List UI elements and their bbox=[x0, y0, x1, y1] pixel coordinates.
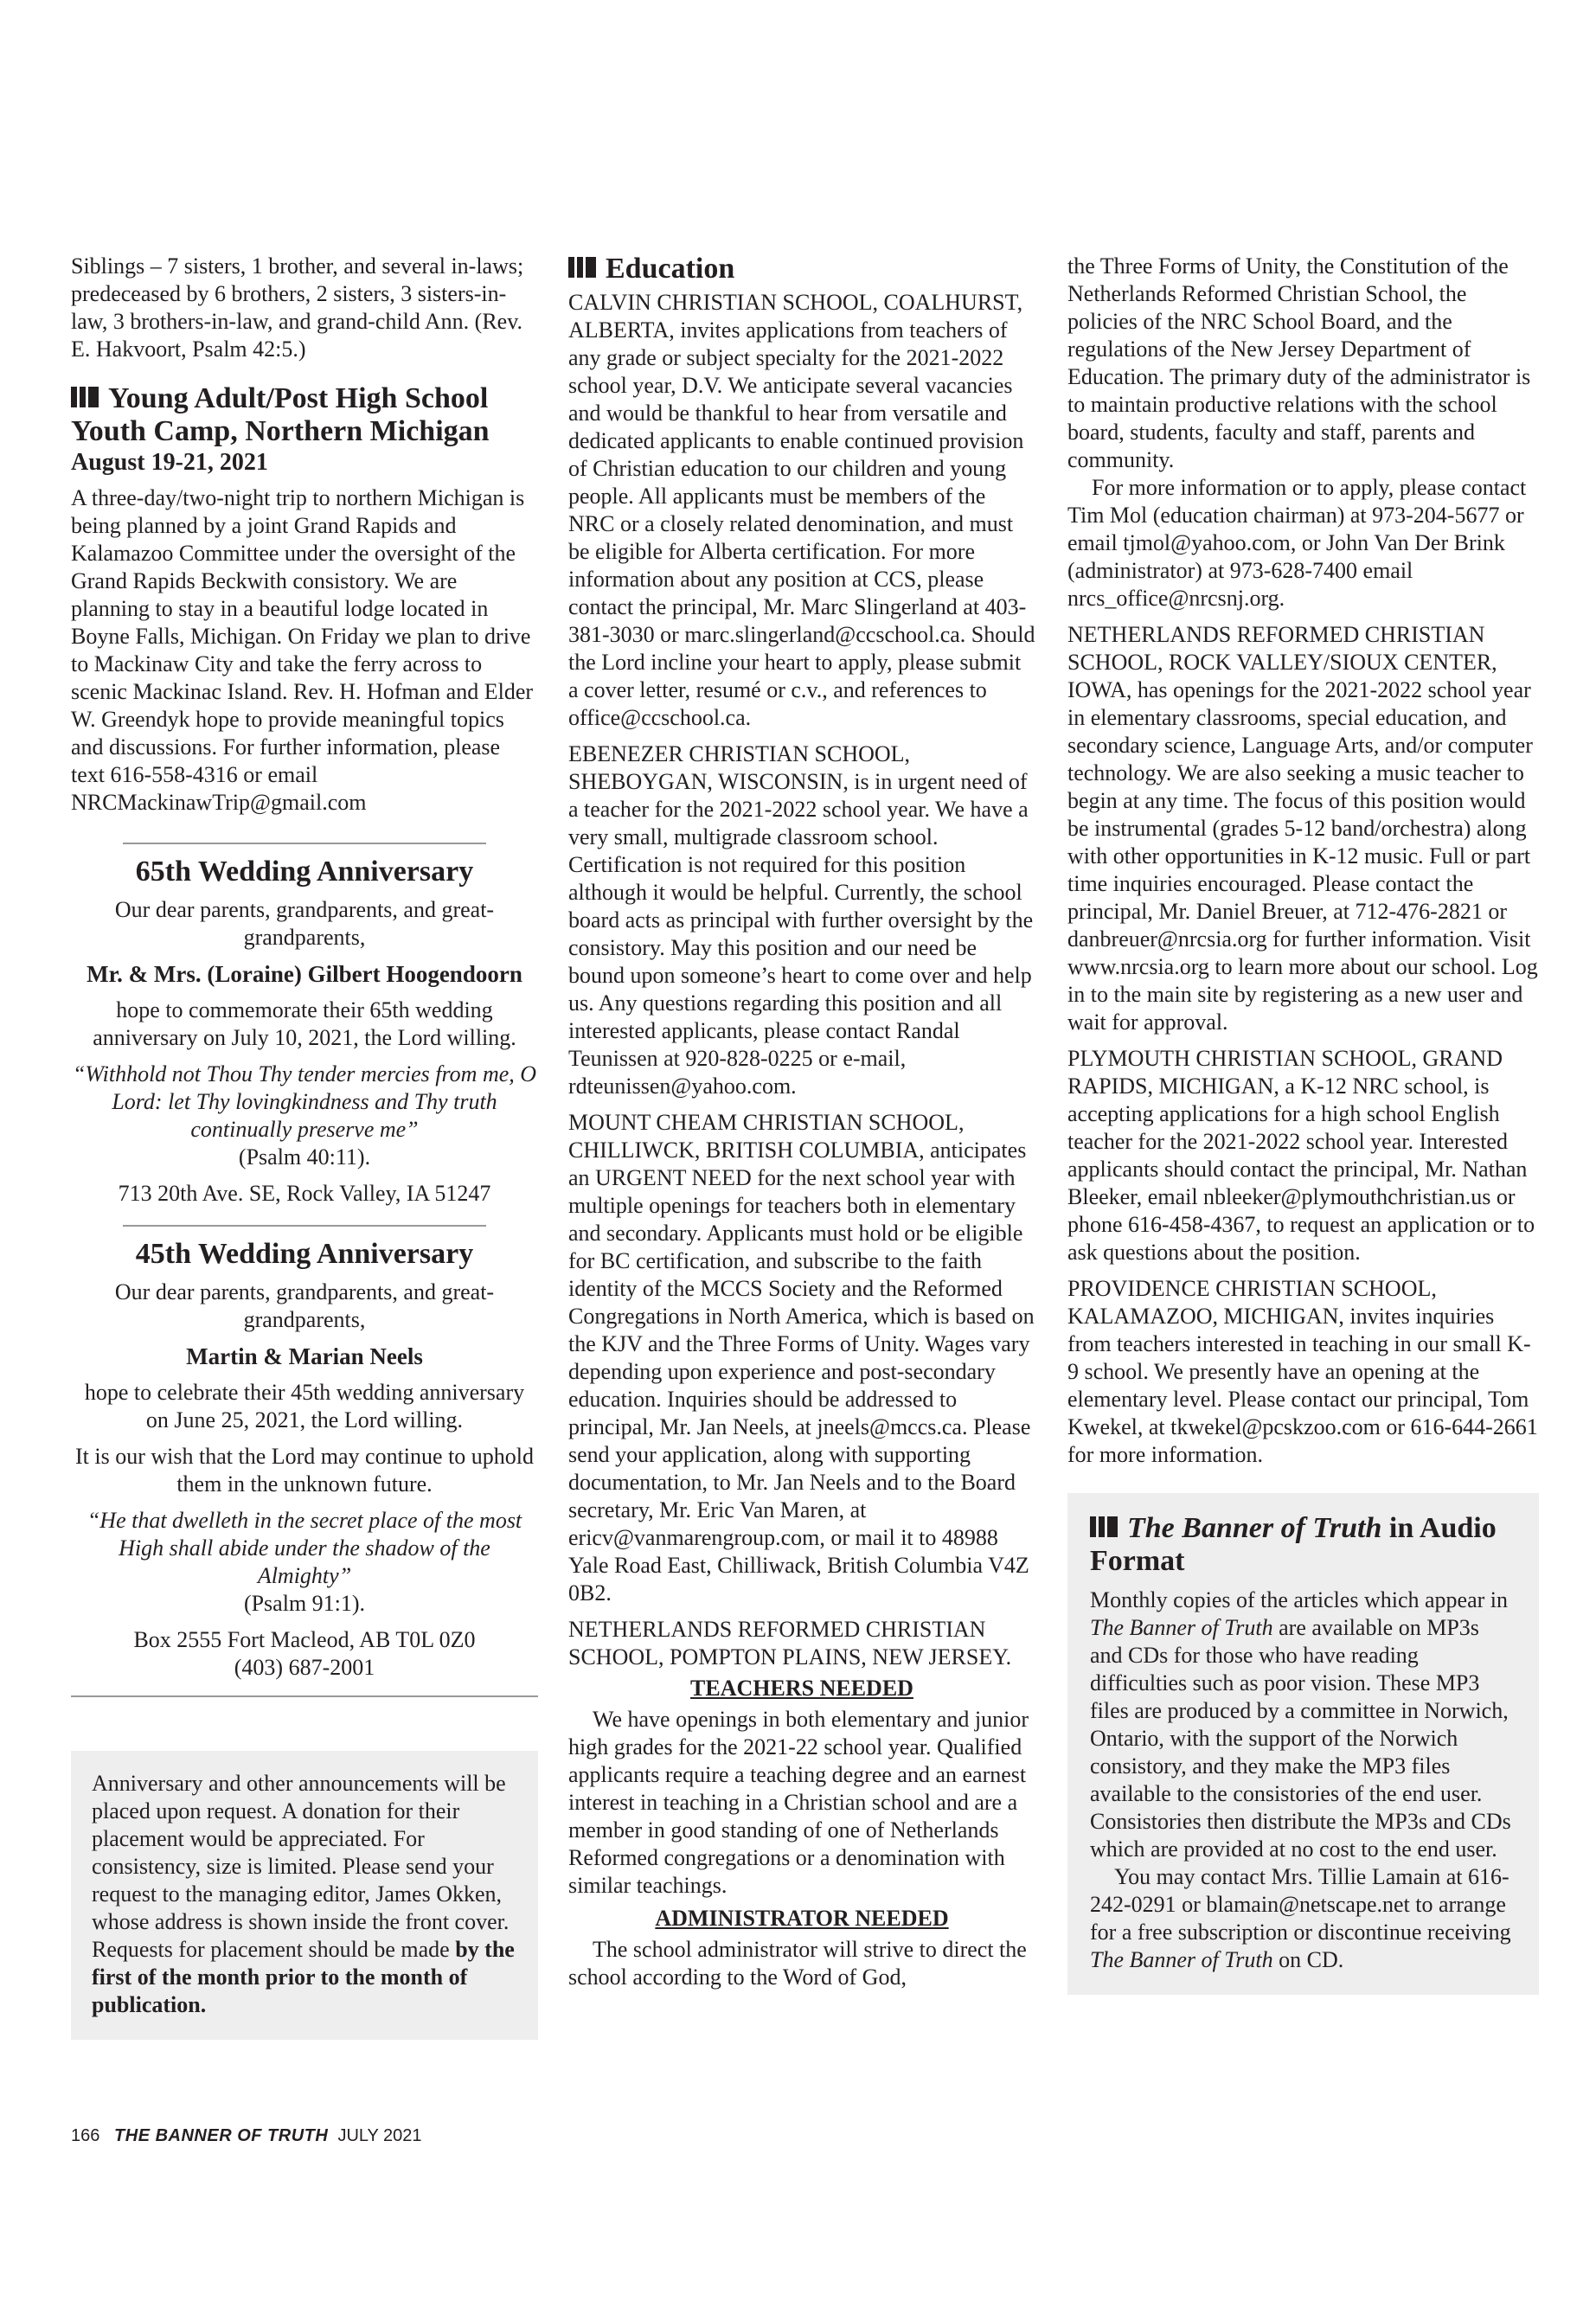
camp-body: A three-day/two-night trip to northern Michigan is being planned by a joint Grand Rapids and Kalamazoo Committee under the oversight of the Grand Rapids Beckwith consistory. We are planning to stay in a beautiful lodge located in Boyne Falls, Michigan. On Friday we plan to drive to Mackinaw City and take the ferry across to scenic Mackinac Island. Rev. H. Hofman and Elder W. Greendyk hope to provide meaningful topics and discussions. For further information, please text 616-558-4316 or email NRCMackinawTrip@gmail.com bbox=[71, 485, 534, 815]
anniversary-45-wish: It is our wish that the Lord may continue to uphold them in the unknown future. bbox=[74, 1444, 535, 1497]
anniversary-65-names: Mr. & Mrs. (Loraine) Gilbert Hoogendoorn bbox=[87, 961, 522, 987]
rock-valley-listing: NETHERLANDS REFORMED CHRISTIAN SCHOOL, ROCK VALLEY/SIOUX CENTER, IOWA, has openings for the 2021-2022 school year in elementary classrooms, special education, and secondary science, Language Arts, and/or computer technology. We are also seeking a music teacher to begin at any time. The focus of this position would be instrumental (grades 5-12 band/orchestra) along with other opportunities in K-12 music. Full or part time inquiries encouraged. Please contact the principal, Mr. Daniel Breuer, at 712-476-2821 or danbreuer@nrcsia.org for further information. Visit www.nrcsia.org to learn more about our school. Log in to the main site by registering as a new user and wait for approval. bbox=[1067, 622, 1538, 1035]
audio-paragraph-2 bbox=[1090, 1863, 1516, 1974]
obituary-siblings: Siblings – 7 sisters, 1 brother, and several in-laws; predeceased by 6 brothers, 2 sisters, 3 sisters-in-law, 3 brothers-in-law, and grand-child Ann. (Rev. E. Hakvoort, Psalm 42:5.) bbox=[71, 253, 524, 362]
audio-p2-a: You may contact Mrs. Tillie Lamain at 616-242-0291 or blamain@netscape.net to arrange for a free subscription or discontinue receiving bbox=[1090, 1864, 1511, 1945]
anniversary-45-names: Martin & Marian Neels bbox=[186, 1343, 423, 1369]
audio-p1-italic: The Banner of Truth bbox=[1090, 1615, 1273, 1640]
anniversary-45-intro: Our dear parents, grandparents, and great-grandparents, bbox=[114, 1279, 495, 1332]
camp-title: Young Adult/Post High School Youth Camp, Northern Michigan bbox=[71, 382, 490, 447]
nrcs-intro: NETHERLANDS REFORMED CHRISTIAN SCHOOL, POMPTON PLAINS, NEW JERSEY. bbox=[568, 1617, 1012, 1670]
anniversary-65-intro: Our dear parents, grandparents, and great-grandparents, bbox=[114, 897, 495, 950]
anniversary-65-title: 65th Wedding Anniversary bbox=[135, 856, 474, 888]
anniversary-45-verse-ref: (Psalm 91:1). bbox=[243, 1591, 366, 1616]
mount-cheam-listing: MOUNT CHEAM CHRISTIAN SCHOOL, CHILLIWCK, BRITISH COLUMBIA, anticipates an URGENT NEED for the next school year with multiple openings for teachers both in elementary and secondary. Applicants must hold or be eligible for BC certification, and subscribe to the faith identity of the MCCS Society and the Reformed Congregations in North America, which is based on the KJV and the Three Forms of Unity. Wages vary depending upon experience and post-secondary education. Inquiries should be addressed to principal, Mr. Jan Neels, at jneels@mccs.ca. Please send your application, along with supporting documentation, to Mr. Jan Neels and to the Board secretary, Mr. Eric Van Maren, at ericv@vanmarengroup.com, or mail it to 48988 Yale Road East, Chilliwack, British Columbia V4Z 0B2. bbox=[568, 1110, 1035, 1606]
anniversary-45-address2: (403) 687-2001 bbox=[234, 1655, 375, 1680]
announcement-notice-box bbox=[71, 1751, 538, 2040]
education-title: Education bbox=[606, 253, 735, 285]
plymouth-listing: PLYMOUTH CHRISTIAN SCHOOL, GRAND RAPIDS, MICHIGAN, a K-12 NRC school, is accepting applications for a high school English teacher for the 2021-2022 school year. Interested applicants should contact the principal, Mr. Nathan Bleeker, email nbleeker@plymouthchristian.us or phone 616-458-4367, to request an application or to ask questions about the position. bbox=[1067, 1046, 1535, 1265]
section-bars-icon bbox=[71, 382, 101, 415]
audio-p1-a: Monthly copies of the articles which appear in bbox=[1090, 1587, 1509, 1612]
section-bars-icon bbox=[1090, 1512, 1120, 1545]
more-info: For more information or to apply, please contact Tim Mol (education chairman) at 973-204-5677 or email tjmol@yahoo.com, or John Van Der Brink (administrator) at 973-628-7400 email nrcs_office@nrcsnj.org. bbox=[1067, 475, 1527, 611]
providence-listing: PROVIDENCE CHRISTIAN SCHOOL, KALAMAZOO, MICHIGAN, invites inquiries from teachers interested in teaching in our small K-9 school. We presently have an opening at the elementary level. Please contact our principal, Tom Kwekel, at tkwekel@pcskzoo.com or 616-644-2661 for more information. bbox=[1067, 1276, 1538, 1467]
audio-title-italic: The Banner of Truth bbox=[1127, 1512, 1382, 1544]
anniversary-65 bbox=[71, 855, 538, 1208]
camp-heading bbox=[71, 382, 538, 448]
issue-date: JULY 2021 bbox=[337, 2126, 422, 2145]
column-right bbox=[1067, 253, 1539, 1995]
page-number: 166 bbox=[71, 2126, 100, 2145]
audio-p2-b: on CD. bbox=[1272, 1947, 1344, 1972]
anniversary-45-title: 45th Wedding Anniversary bbox=[135, 1238, 474, 1270]
administrator-needed-heading: ADMINISTRATOR NEEDED bbox=[655, 1906, 949, 1931]
ebenezer-listing: EBENEZER CHRISTIAN SCHOOL, SHEBOYGAN, WISCONSIN, is in urgent need of a teacher for the 2021-2022 school year. We have a very small, multigrade classroom school. Certification is not required for this position although it would be helpful. Currently, the school board acts as principal with further oversight by the consistory. May this position and our need be bound upon someone’s heart to come over and help us. Any questions regarding this position and all interested applicants, please contact Randal Teunissen at 920-828-0225 or e-mail, rdteunissen@yahoo.com. bbox=[568, 741, 1034, 1099]
anniversary-45-address1: Box 2555 Fort Macleod, AB T0L 0Z0 bbox=[133, 1627, 476, 1652]
notice-text bbox=[92, 1770, 517, 2019]
anniversary-45-verse: “He that dwelleth in the secret place of the most High shall abide under the shadow of the Almighty” bbox=[87, 1508, 522, 1588]
audio-heading bbox=[1090, 1512, 1516, 1578]
education-heading bbox=[568, 253, 1035, 285]
column-middle bbox=[568, 253, 1035, 1991]
anniversary-65-verse: “Withhold not Thou Thy tender mercies from me, O Lord: let Thy lovingkindness and Thy truth continually preserve me” bbox=[72, 1061, 537, 1142]
calvin-listing: CALVIN CHRISTIAN SCHOOL, COALHURST, ALBERTA, invites applications from teachers of any grade or subject specialty for the 2021-2022 school year, D.V. We anticipate several vacancies and would be thankful to hear from versatile and dedicated applicants to enable continued provision of Christian education to our children and young people. All applicants must be members of the NRC or a closely related denomination, and must be eligible for Alberta certification. For more information about any position at CCS, please contact the principal, Mr. Marc Slingerland at 403-381-3030 or marc.slingerland@ccschool.ca. Should the Lord incline your heart to apply, please submit a cover letter, resumé or c.v., and references to office@ccschool.ca. bbox=[568, 290, 1035, 730]
section-bars-icon bbox=[568, 253, 599, 285]
teachers-needed-heading: TEACHERS NEEDED bbox=[690, 1676, 913, 1701]
anniversary-45-body: hope to celebrate their 45th wedding anniversary on June 25, 2021, the Lord willing. bbox=[84, 1380, 525, 1433]
camp-date: August 19-21, 2021 bbox=[71, 449, 268, 476]
audio-title-rest: in Audio Format bbox=[1090, 1512, 1497, 1577]
teachers-needed-body: We have openings in both elementary and junior high grades for the 2021-22 school year. Qualified applicants require a teaching degree and an earnest interest in teaching in a Christian school and are a member in good standing of one of Netherlands Reformed congregations or a denomination with similar teachings. bbox=[568, 1707, 1029, 1898]
administrator-continued: the Three Forms of Unity, the Constitution of the Netherlands Reformed Christian School, the policies of the NRC School Board, and the regulations of the New Jersey Department of Education. The primary duty of the administrator is to maintain productive relations with the school board, students, faculty and staff, parents and community. bbox=[1067, 253, 1531, 472]
audio-p2-italic: The Banner of Truth bbox=[1090, 1947, 1273, 1972]
publication-name: THE BANNER OF TRUTH bbox=[114, 2126, 329, 2145]
audio-p1-b: are available on MP3s and CDs for those who have reading difficulties such as poor vision. These MP3 files are produced by a committee in Norwich, Ontario, with the support of the Norwich consistory, and they make the MP3 files available to the consistories of the end user. Consistories then distribute the MP3s and CDs which are provided at no cost to the end user. bbox=[1090, 1615, 1511, 1862]
anniversary-65-address: 713 20th Ave. SE, Rock Valley, IA 51247 bbox=[118, 1181, 491, 1206]
anniversary-65-verse-ref: (Psalm 40:11). bbox=[238, 1144, 371, 1170]
column-left bbox=[71, 253, 538, 2040]
audio-paragraph-1 bbox=[1090, 1586, 1516, 1863]
page-footer bbox=[71, 2126, 422, 2146]
administrator-needed-body: The school administrator will strive to direct the school according to the Word of God, bbox=[568, 1937, 1027, 1990]
notice-text-bold: by the first of the month prior to the month of publication. bbox=[92, 1937, 515, 2017]
notice-text-body: Anniversary and other announcements will be placed upon request. A donation for their placement would be appreciated. For consistency, size is limited. Please send your request to the managing editor, James Okken, whose address is shown inside the front cover. Requests for placement should be made bbox=[92, 1771, 510, 1962]
audio-format-box bbox=[1067, 1493, 1539, 1995]
anniversary-45 bbox=[71, 1237, 538, 1682]
anniversary-65-body: hope to commemorate their 65th wedding anniversary on July 10, 2021, the Lord willing. bbox=[93, 997, 516, 1050]
